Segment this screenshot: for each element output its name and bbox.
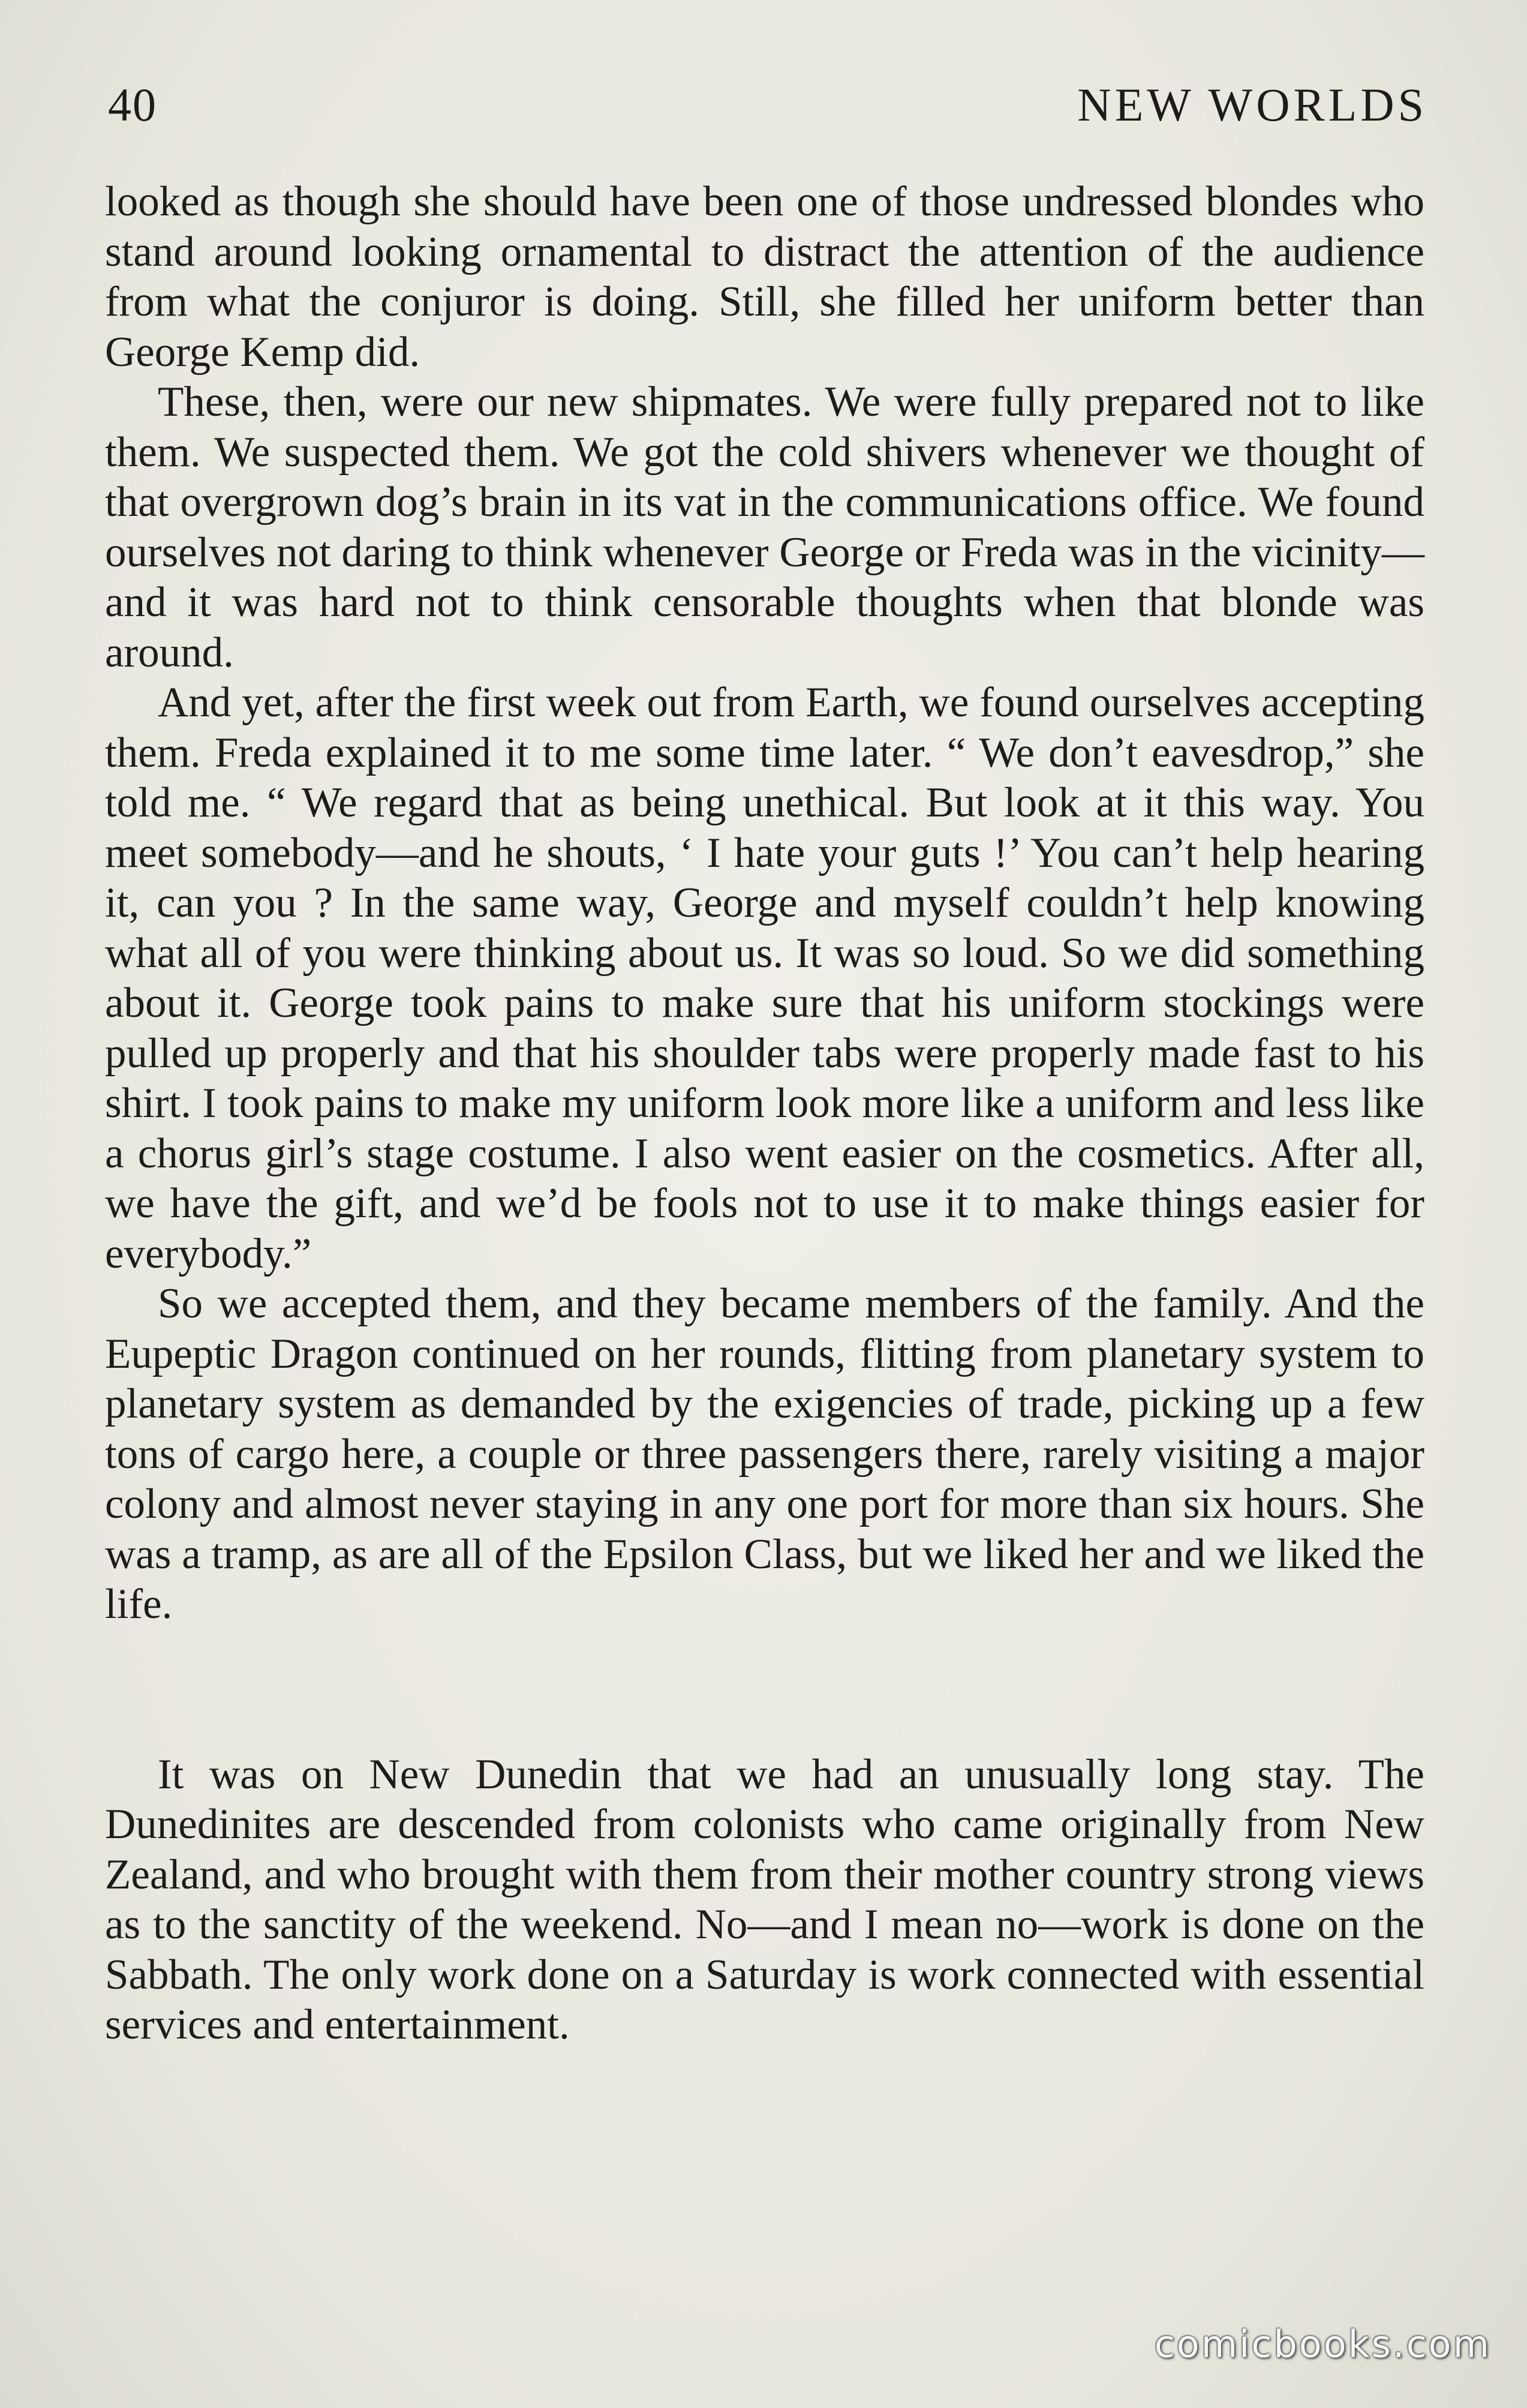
section-break: [105, 1630, 1424, 1750]
body-text: [105, 177, 1424, 2050]
paragraph: So we accepted them, and they became members of the family. And the Eupeptic Dragon continued on her rounds, flitting from planetary system to planetary system as demanded by the exigencies of trade, picking up a few tons of cargo here, a couple or three passengers there, rarely visiting a major colony and almost never staying in any one port for more than six hours. She was a tramp, as are all of the Epsilon Class, but we liked her and we liked the life.: [105, 1280, 1424, 1628]
paragraph-new-section: It was on New Dunedin that we had an unusually long stay. The Dunedinites are descended from colonists who came originally from New Zealand, and who brought with them from their mother country strong views as to the sanctity of the weekend. No—and I mean no—work is done on the Sabbath. The only work done on a Saturday is work connected with essential services and entertainment.: [105, 1751, 1424, 2048]
journal-title: NEW WORLDS: [1077, 79, 1427, 131]
page-number: 40: [108, 79, 157, 131]
paragraph: These, then, were our new shipmates. We were fully prepared not to like them. We suspected them. We got the cold shivers whenever we thought of that overgrown dog’s brain in its vat in the communications office. We found ourselves not daring to think whenever George or Freda was in the vicinity—and it was hard not to think censorable thoughts when that blonde was around.: [105, 379, 1424, 676]
paragraph: And yet, after the first week out from Earth, we found ourselves accepting them. Freda explained it to me some time later. “ We don’t eavesdrop,” she told me. “ We regard that as being unethical. But look at it this way. You meet somebody—and he shouts, ‘ I hate your guts !’ You can’t help hearing it, can you ? In the same way, George and myself couldn’t help knowing what all of you were thinking about us. It was so loud. So we did something about it. George took pains to make sure that his uniform stockings were pulled up properly and that his shoulder tabs were properly made fast to his shirt. I took pains to make my uniform look more like a uniform and less like a chorus girl’s stage costume. I also went easier on the cosmetics. After all, we have the gift, and we’d be fools not to use it to make things easier for everybody.”: [105, 679, 1424, 1277]
running-head: [108, 78, 1427, 132]
paragraph-continued: looked as though she should have been one of those undressed blondes who stand around looking ornamental to distract the attention of the audience from what the conjuror is doing. Still, she filled her uniform better than George Kemp did.: [105, 178, 1424, 376]
watermark: comicbooks.com: [1154, 2322, 1491, 2366]
